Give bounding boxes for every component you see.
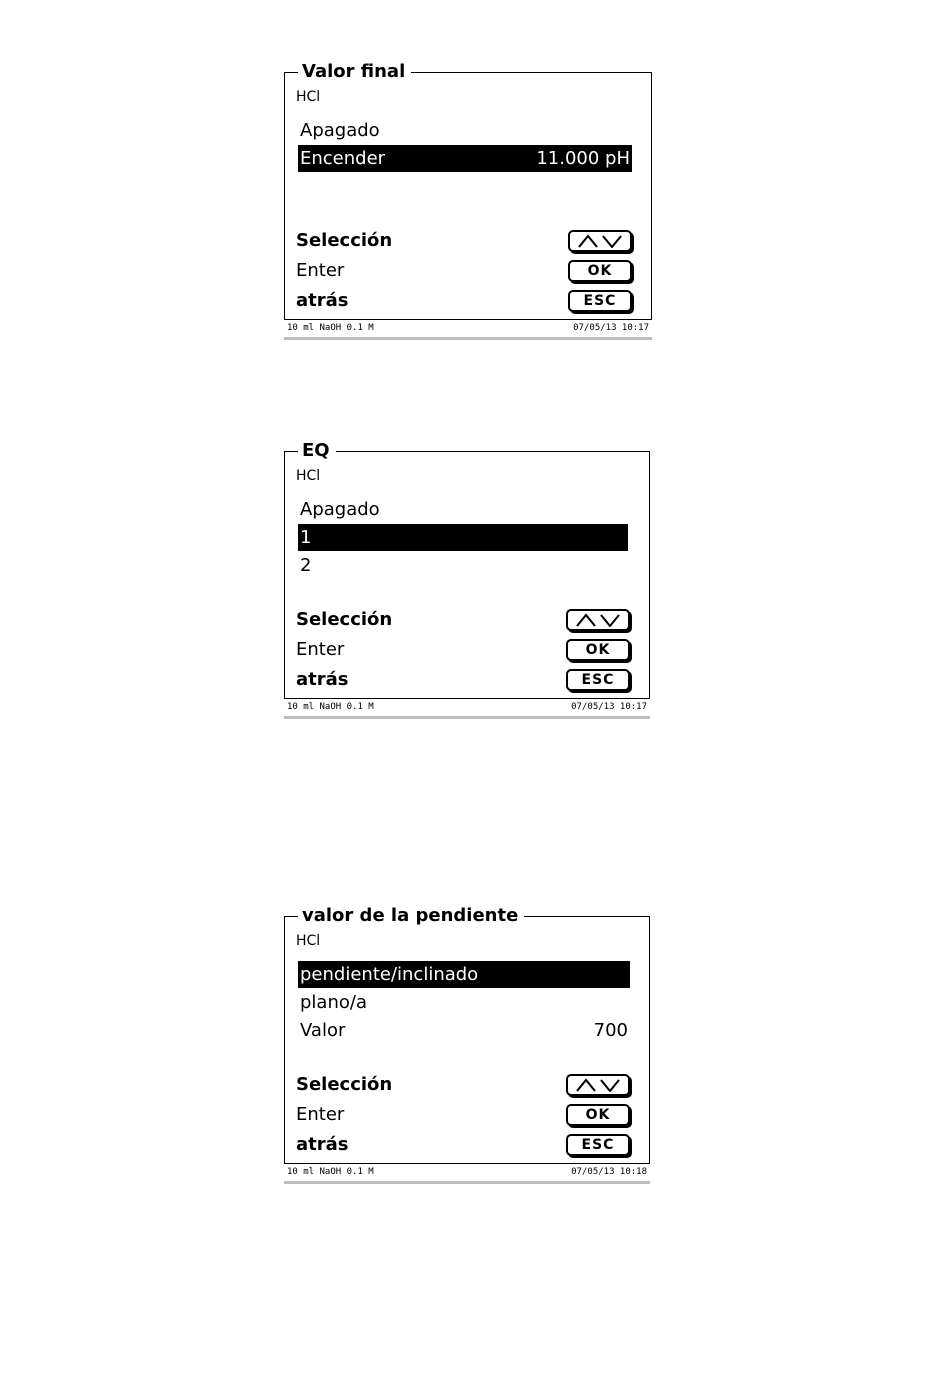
option-label: Apagado [300,499,380,520]
option-value: 11.000 pH [536,148,630,169]
dialog-title: Valor final [298,62,411,82]
status-datetime: 07/05/13 10:17 [571,702,647,712]
option-encender[interactable] [298,145,632,172]
status-bar [284,1165,650,1184]
option-label: Encender [300,148,386,169]
ok-key[interactable]: OK [568,260,632,282]
option-valor[interactable] [298,1017,630,1044]
up-down-key[interactable] [568,230,632,252]
screen-eq [284,440,650,717]
esc-key[interactable]: ESC [566,669,630,691]
ok-key[interactable]: OK [566,1104,630,1126]
status-reagent: 10 ml NaOH 0.1 M [287,702,374,712]
option-label: pendiente/inclinado [300,964,479,985]
dialog-frame [284,72,652,320]
option-label: 2 [300,555,312,576]
status-reagent: 10 ml NaOH 0.1 M [287,323,374,333]
back-label: atrás [296,1134,349,1155]
screen-valor-final [284,61,652,338]
back-label: atrás [296,290,349,311]
status-datetime: 07/05/13 10:17 [573,323,649,333]
dialog-title: valor de la pendiente [298,906,524,926]
dialog-subtitle: HCl [296,89,321,105]
ok-key[interactable]: OK [566,639,630,661]
option-label: 1 [300,527,312,548]
up-down-key[interactable] [566,609,630,631]
esc-key[interactable]: ESC [568,290,632,312]
option-apagado[interactable] [298,496,628,523]
option-plano[interactable] [298,989,630,1016]
option-label: Valor [300,1020,346,1041]
option-pendiente-inclinado[interactable] [298,961,630,988]
option-2[interactable] [298,552,628,579]
option-label: plano/a [300,992,367,1013]
selection-label: Selección [296,609,393,630]
option-1[interactable] [298,524,628,551]
status-reagent: 10 ml NaOH 0.1 M [287,1167,374,1177]
back-label: atrás [296,669,349,690]
option-label: Apagado [300,120,380,141]
enter-label: Enter [296,1104,345,1125]
up-down-key[interactable] [566,1074,630,1096]
enter-label: Enter [296,639,345,660]
option-value: 700 [593,1020,628,1041]
status-bar [284,321,652,340]
dialog-subtitle: HCl [296,933,321,949]
dialog-subtitle: HCl [296,468,321,484]
screen-valor-pendiente [284,905,650,1182]
dialog-title: EQ [298,441,336,461]
selection-label: Selección [296,1074,393,1095]
status-datetime: 07/05/13 10:18 [571,1167,647,1177]
up-down-icon [575,613,621,627]
esc-key[interactable]: ESC [566,1134,630,1156]
option-apagado[interactable] [298,117,632,144]
up-down-icon [577,234,623,248]
status-bar [284,700,650,719]
up-down-icon [575,1078,621,1092]
enter-label: Enter [296,260,345,281]
selection-label: Selección [296,230,393,251]
